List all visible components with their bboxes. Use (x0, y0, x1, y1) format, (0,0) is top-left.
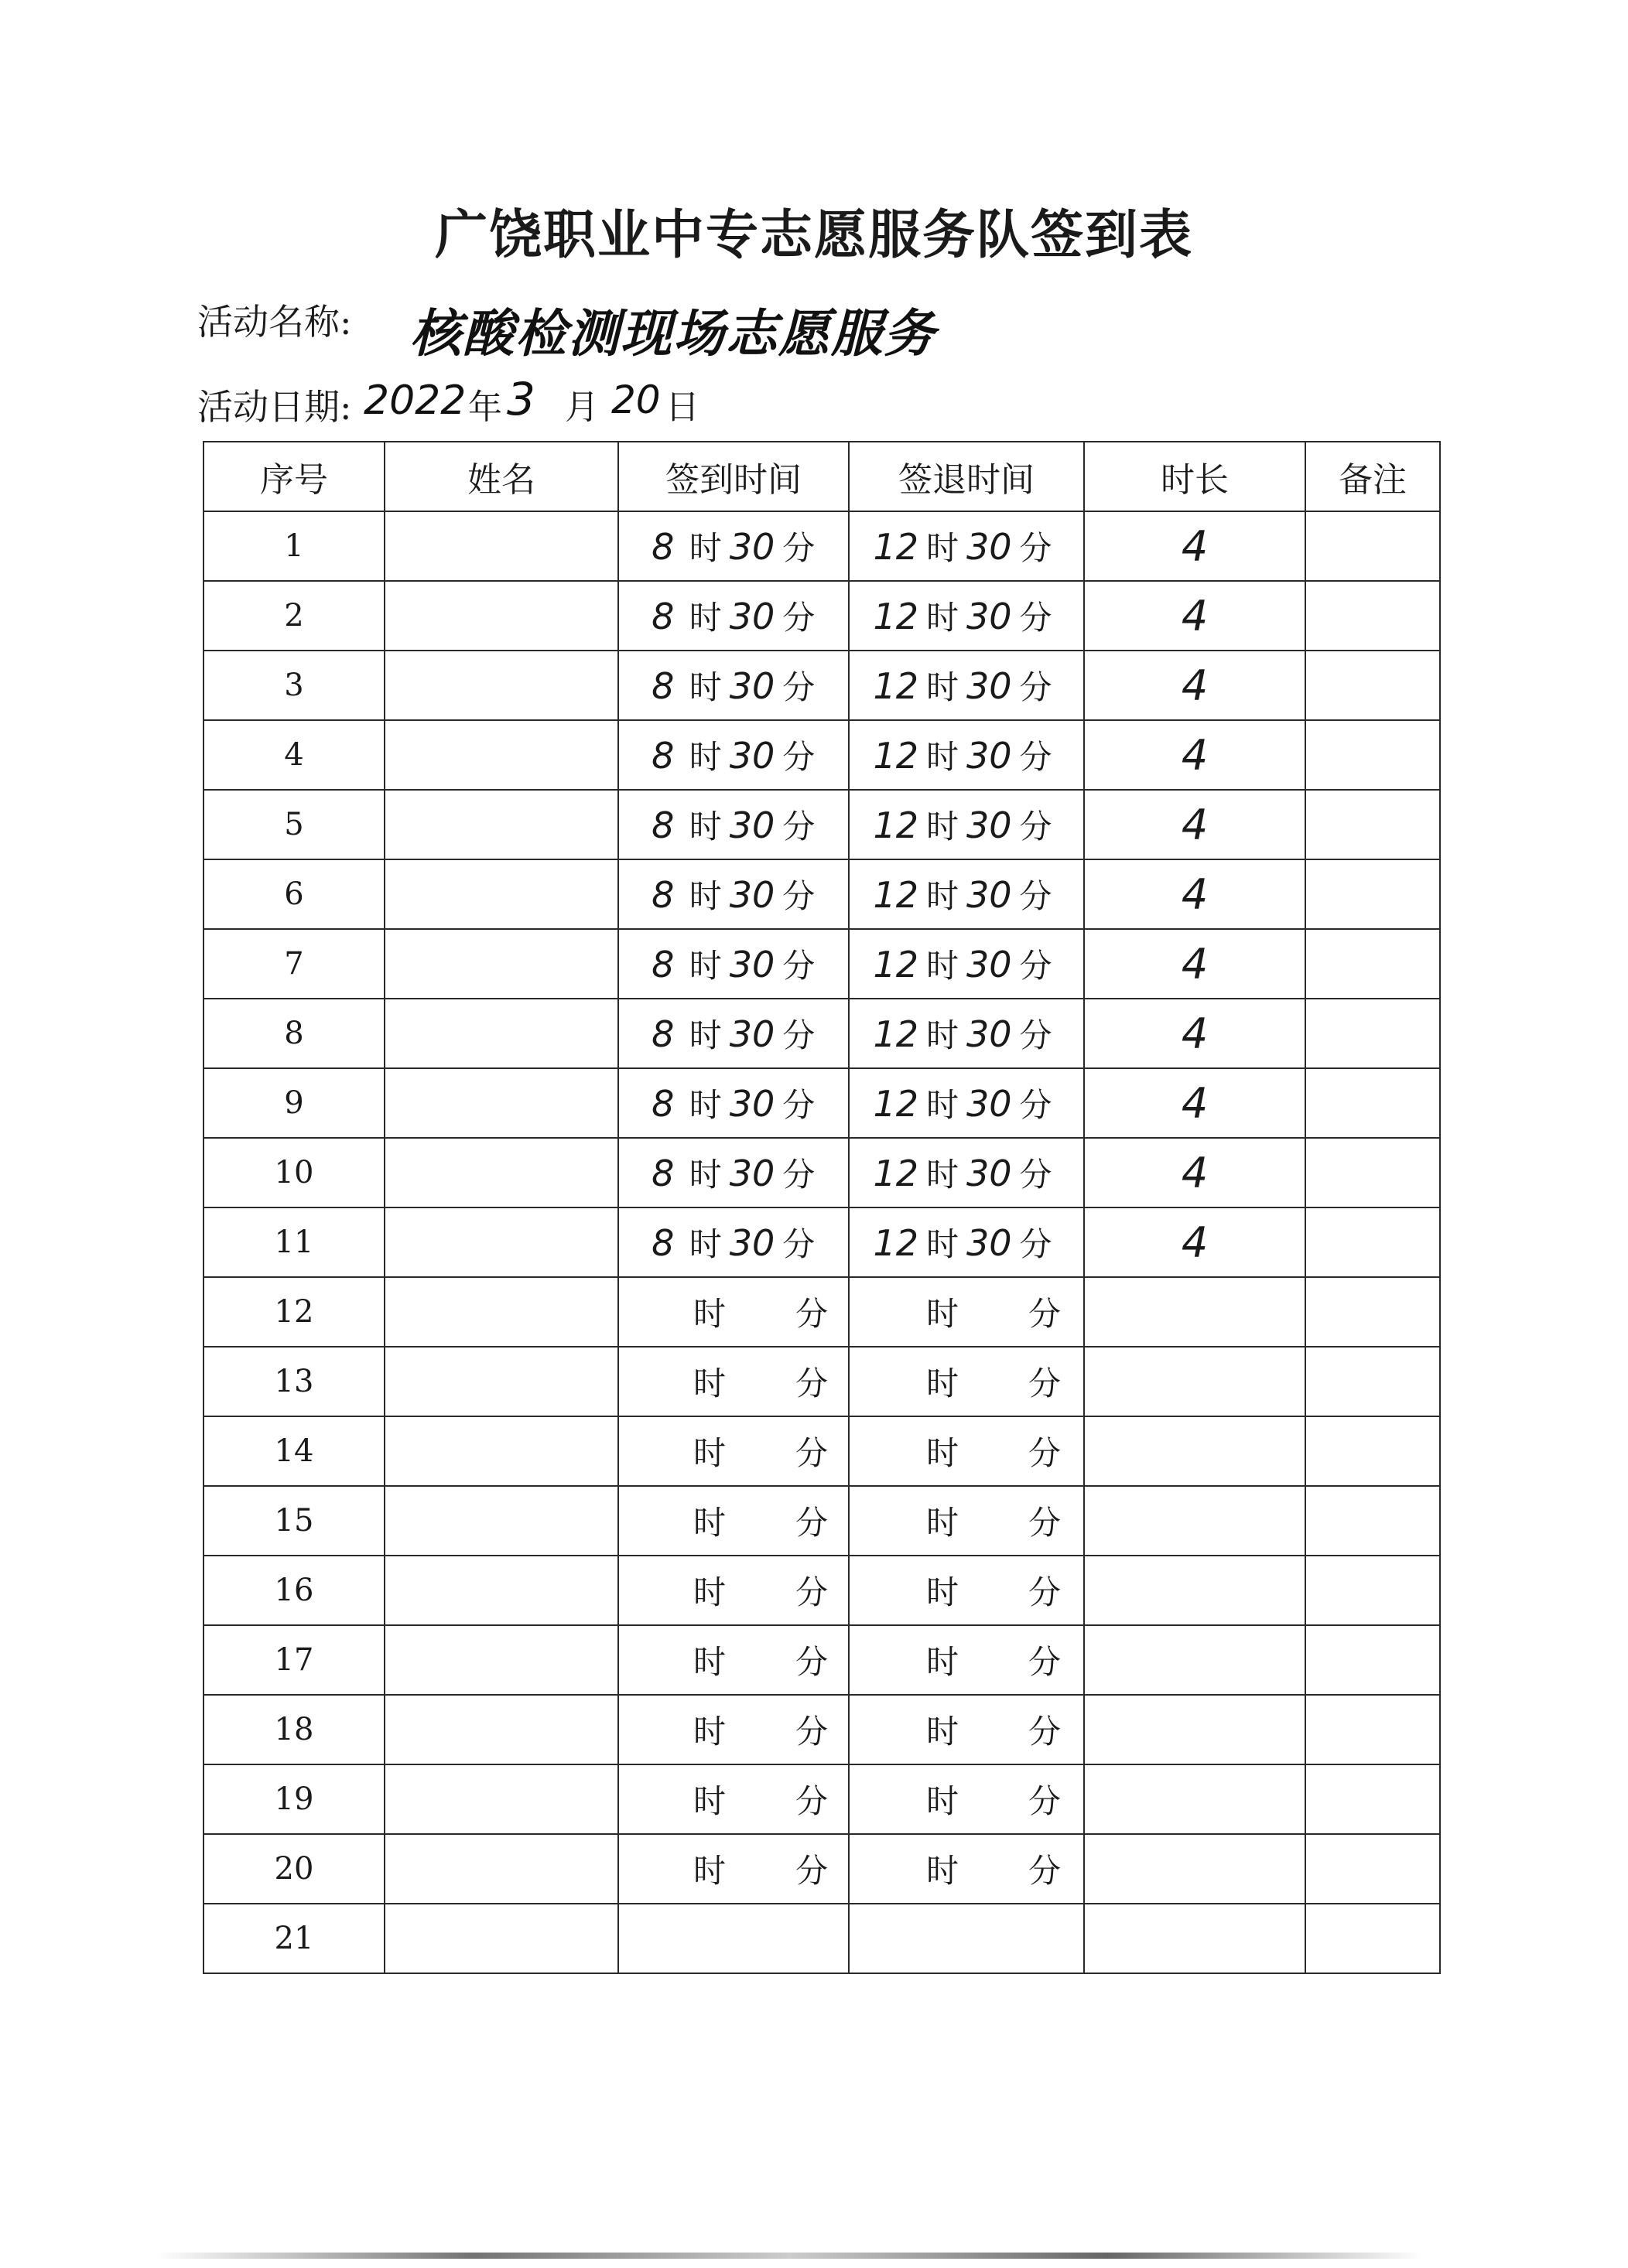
row-sign-in-time (618, 1834, 849, 1904)
row-sign-in-time (618, 1138, 849, 1207)
row-sign-in-time-minute-unit: 分 (795, 1852, 829, 1890)
row-seq: 5 (204, 790, 385, 859)
row-sign-in-time-hour-unit: 时 (693, 1295, 726, 1333)
row-note (1305, 1764, 1440, 1834)
row-sign-out-time-hour-unit: 时 (925, 529, 959, 567)
row-sign-out-time-hour-unit: 时 (925, 1852, 959, 1890)
row-sign-out-time-minute-unit: 分 (1028, 1713, 1062, 1751)
activity-date-day-unit: 日 (665, 388, 699, 427)
row-note (1305, 1277, 1440, 1347)
row-duration (1084, 1625, 1305, 1695)
row-sign-in-time-hour: 8 (652, 665, 675, 707)
row-note (1305, 581, 1440, 651)
row-sign-out-time (849, 1556, 1084, 1625)
row-sign-out-time-minute-unit: 分 (1019, 1225, 1052, 1263)
table-header-row (204, 442, 1440, 511)
row-name (385, 1625, 618, 1695)
row-seq: 21 (204, 1904, 385, 1973)
table-row (204, 720, 1440, 790)
row-seq: 15 (204, 1486, 385, 1556)
sign-in-table (203, 441, 1441, 1974)
row-sign-in-time-hour-unit: 时 (693, 1504, 726, 1542)
row-sign-out-time-hour-unit: 时 (925, 599, 959, 637)
row-sign-out-time-minute-unit: 分 (1019, 877, 1052, 915)
row-sign-out-time-hour-unit: 时 (925, 1643, 959, 1681)
row-sign-in-time-minute-unit: 分 (782, 1156, 816, 1194)
activity-date-month: 3 (507, 373, 535, 425)
header-sign-out-time: 签退时间 (849, 442, 1084, 511)
row-name (385, 1834, 618, 1904)
table-row (204, 999, 1440, 1068)
activity-date-month-unit: 月 (565, 388, 599, 427)
row-sign-in-time-minute-unit: 分 (782, 668, 816, 706)
row-seq: 20 (204, 1834, 385, 1904)
row-sign-out-time-hour: 12 (873, 1083, 918, 1125)
row-seq: 17 (204, 1625, 385, 1695)
row-sign-out-time-minute-unit: 分 (1028, 1434, 1062, 1472)
row-sign-out-time-minute-unit: 分 (1019, 1086, 1052, 1124)
row-sign-out-time-minute-unit: 分 (1019, 1016, 1052, 1054)
row-note (1305, 999, 1440, 1068)
row-name (385, 720, 618, 790)
row-name (385, 581, 618, 651)
row-sign-out-time-minute: 30 (966, 874, 1012, 916)
row-note (1305, 1207, 1440, 1277)
row-sign-out-time-minute: 30 (966, 1083, 1012, 1125)
activity-name-label: 活动名称: (197, 301, 352, 343)
table-row (204, 1695, 1440, 1764)
row-sign-out-time-minute: 30 (966, 735, 1012, 777)
row-sign-in-time-hour-unit: 时 (693, 1573, 726, 1611)
row-sign-out-time-hour: 12 (873, 944, 918, 985)
row-sign-out-time (849, 1277, 1084, 1347)
row-sign-in-time-minute: 30 (729, 526, 775, 568)
row-sign-in-time (618, 1347, 849, 1416)
row-sign-in-time (618, 1556, 849, 1625)
row-sign-in-time-hour-unit: 时 (689, 1225, 722, 1263)
row-sign-in-time (618, 790, 849, 859)
row-sign-out-time-hour-unit: 时 (925, 808, 959, 845)
row-note (1305, 1416, 1440, 1486)
table-row (204, 790, 1440, 859)
row-seq: 2 (204, 581, 385, 651)
row-sign-in-time-minute: 30 (729, 596, 775, 637)
row-duration (1084, 1416, 1305, 1486)
row-sign-in-time (618, 581, 849, 651)
row-sign-out-time-minute-unit: 分 (1028, 1782, 1062, 1820)
row-seq: 7 (204, 929, 385, 999)
table-body (204, 511, 1440, 1973)
row-name (385, 1068, 618, 1138)
row-sign-out-time-hour-unit: 时 (925, 947, 959, 985)
row-sign-out-time (849, 1904, 1084, 1973)
row-sign-in-time-minute-unit: 分 (795, 1713, 829, 1751)
table-row (204, 1486, 1440, 1556)
row-sign-out-time-hour-unit: 时 (925, 1086, 959, 1124)
row-sign-out-time-minute-unit: 分 (1019, 529, 1052, 567)
row-sign-in-time-hour: 8 (652, 596, 675, 637)
row-sign-out-time-minute-unit: 分 (1028, 1295, 1062, 1333)
row-seq: 18 (204, 1695, 385, 1764)
header-name: 姓名 (385, 442, 618, 511)
row-sign-out-time-minute-unit: 分 (1019, 668, 1052, 706)
header-note: 备注 (1305, 442, 1440, 511)
row-duration (1084, 1834, 1305, 1904)
row-note (1305, 651, 1440, 720)
row-sign-out-time (849, 790, 1084, 859)
row-note (1305, 1068, 1440, 1138)
row-sign-in-time (618, 1068, 849, 1138)
row-sign-out-time-minute-unit: 分 (1019, 947, 1052, 985)
row-sign-in-time-hour-unit: 时 (693, 1365, 726, 1402)
row-sign-out-time-hour-unit: 时 (925, 1713, 959, 1751)
row-sign-in-time-hour: 8 (652, 1222, 675, 1264)
row-sign-in-time-hour-unit: 时 (689, 738, 722, 776)
row-sign-out-time-minute: 30 (966, 1222, 1012, 1264)
row-sign-out-time (849, 581, 1084, 651)
row-sign-out-time (849, 651, 1084, 720)
row-sign-out-time-hour-unit: 时 (925, 1573, 959, 1611)
row-sign-in-time-minute-unit: 分 (782, 1016, 816, 1054)
row-sign-in-time-hour: 8 (652, 735, 675, 777)
row-sign-out-time-hour-unit: 时 (925, 1434, 959, 1472)
row-seq: 4 (204, 720, 385, 790)
row-name (385, 1764, 618, 1834)
row-sign-out-time-hour: 12 (873, 665, 918, 707)
row-sign-in-time-hour-unit: 时 (689, 599, 722, 637)
row-sign-in-time-hour: 8 (652, 804, 675, 846)
row-sign-in-time-minute-unit: 分 (795, 1434, 829, 1472)
row-sign-in-time (618, 1277, 849, 1347)
row-sign-out-time-minute-unit: 分 (1028, 1573, 1062, 1611)
row-duration (1084, 1486, 1305, 1556)
row-sign-out-time-hour: 12 (873, 874, 918, 916)
row-sign-out-time (849, 999, 1084, 1068)
row-note (1305, 1904, 1440, 1973)
table-row (204, 859, 1440, 929)
row-duration: 4 (1084, 999, 1305, 1068)
row-sign-out-time-hour-unit: 时 (925, 1782, 959, 1820)
row-sign-in-time (618, 1904, 849, 1973)
row-name (385, 1556, 618, 1625)
row-sign-in-time-minute-unit: 分 (782, 808, 816, 845)
row-sign-in-time-minute-unit: 分 (795, 1643, 829, 1681)
row-sign-out-time-hour-unit: 时 (925, 1365, 959, 1402)
row-sign-out-time-minute: 30 (966, 804, 1012, 846)
row-sign-out-time-hour: 12 (873, 1222, 918, 1264)
table-row (204, 1068, 1440, 1138)
row-duration: 4 (1084, 651, 1305, 720)
row-seq: 14 (204, 1416, 385, 1486)
row-sign-in-time (618, 999, 849, 1068)
row-seq: 11 (204, 1207, 385, 1277)
row-seq: 9 (204, 1068, 385, 1138)
row-note (1305, 1834, 1440, 1904)
row-sign-in-time-minute: 30 (729, 874, 775, 916)
page-title: 广饶职业中专志愿服务队签到表 (434, 205, 1193, 266)
table-row (204, 1834, 1440, 1904)
row-sign-in-time-minute: 30 (729, 1083, 775, 1125)
row-sign-in-time-minute: 30 (729, 1222, 775, 1264)
row-note (1305, 1486, 1440, 1556)
row-seq: 8 (204, 999, 385, 1068)
row-sign-out-time-minute: 30 (966, 1013, 1012, 1055)
row-sign-in-time (618, 1416, 849, 1486)
row-sign-in-time (618, 720, 849, 790)
row-sign-in-time (618, 1207, 849, 1277)
row-sign-out-time-minute: 30 (966, 665, 1012, 707)
row-seq: 3 (204, 651, 385, 720)
row-seq: 1 (204, 511, 385, 581)
header-seq: 序号 (204, 442, 385, 511)
row-name (385, 790, 618, 859)
row-sign-out-time-minute: 30 (966, 526, 1012, 568)
row-sign-in-time-hour-unit: 时 (689, 1156, 722, 1194)
row-sign-out-time (849, 720, 1084, 790)
row-sign-in-time-minute-unit: 分 (795, 1504, 829, 1542)
row-sign-in-time-hour-unit: 时 (693, 1713, 726, 1751)
row-sign-in-time-minute-unit: 分 (782, 529, 816, 567)
row-sign-out-time-hour-unit: 时 (925, 1295, 959, 1333)
table-row (204, 1764, 1440, 1834)
row-seq: 10 (204, 1138, 385, 1207)
row-sign-out-time-minute-unit: 分 (1019, 1156, 1052, 1194)
row-name (385, 1277, 618, 1347)
table-row (204, 651, 1440, 720)
row-sign-out-time-minute-unit: 分 (1028, 1504, 1062, 1542)
row-sign-out-time (849, 1068, 1084, 1138)
row-sign-out-time-minute-unit: 分 (1028, 1852, 1062, 1890)
row-sign-in-time-hour-unit: 时 (689, 808, 722, 845)
row-sign-in-time-minute: 30 (729, 944, 775, 985)
row-sign-in-time-hour: 8 (652, 1083, 675, 1125)
row-note (1305, 1138, 1440, 1207)
row-sign-in-time-hour-unit: 时 (693, 1643, 726, 1681)
row-sign-in-time-minute: 30 (729, 1013, 775, 1055)
scan-edge-shadow (155, 2253, 1424, 2259)
row-sign-in-time-minute-unit: 分 (782, 877, 816, 915)
row-sign-in-time-minute: 30 (729, 665, 775, 707)
row-sign-in-time (618, 859, 849, 929)
row-sign-out-time (849, 1486, 1084, 1556)
row-sign-out-time-minute-unit: 分 (1019, 738, 1052, 776)
row-sign-out-time-hour: 12 (873, 1013, 918, 1055)
row-duration: 4 (1084, 790, 1305, 859)
row-sign-in-time-minute-unit: 分 (782, 1225, 816, 1263)
row-sign-in-time-minute-unit: 分 (782, 738, 816, 776)
row-sign-out-time-minute: 30 (966, 944, 1012, 985)
row-sign-out-time-hour-unit: 时 (925, 1156, 959, 1194)
table-row (204, 1138, 1440, 1207)
table-row (204, 929, 1440, 999)
table-row (204, 511, 1440, 581)
row-sign-in-time-minute-unit: 分 (782, 947, 816, 985)
row-sign-in-time-hour-unit: 时 (689, 947, 722, 985)
row-sign-out-time (849, 1834, 1084, 1904)
row-sign-out-time (849, 859, 1084, 929)
row-note (1305, 929, 1440, 999)
row-sign-out-time (849, 1625, 1084, 1695)
row-sign-out-time-hour: 12 (873, 735, 918, 777)
row-sign-out-time-hour-unit: 时 (925, 1016, 959, 1054)
row-name (385, 929, 618, 999)
row-sign-in-time-hour-unit: 时 (689, 877, 722, 915)
header-sign-in-time: 签到时间 (618, 442, 849, 511)
row-name (385, 1416, 618, 1486)
row-duration (1084, 1347, 1305, 1416)
row-sign-in-time-minute-unit: 分 (795, 1365, 829, 1402)
row-sign-out-time-hour: 12 (873, 526, 918, 568)
row-sign-in-time-hour: 8 (652, 944, 675, 985)
row-duration: 4 (1084, 1068, 1305, 1138)
row-sign-in-time (618, 1625, 849, 1695)
row-sign-out-time (849, 929, 1084, 999)
row-sign-in-time-minute: 30 (729, 1153, 775, 1194)
row-sign-in-time (618, 511, 849, 581)
row-name (385, 651, 618, 720)
row-seq: 6 (204, 859, 385, 929)
row-note (1305, 859, 1440, 929)
row-sign-out-time (849, 1416, 1084, 1486)
table-row (204, 1207, 1440, 1277)
row-note (1305, 1556, 1440, 1625)
row-sign-in-time-minute-unit: 分 (795, 1782, 829, 1820)
row-sign-in-time-hour: 8 (652, 526, 675, 568)
row-sign-out-time-hour: 12 (873, 596, 918, 637)
table-row (204, 1347, 1440, 1416)
row-sign-in-time-minute-unit: 分 (782, 1086, 816, 1124)
row-sign-out-time-hour: 12 (873, 804, 918, 846)
row-seq: 16 (204, 1556, 385, 1625)
activity-date-day: 20 (611, 377, 661, 422)
row-note (1305, 1347, 1440, 1416)
row-sign-out-time-hour-unit: 时 (925, 738, 959, 776)
row-duration: 4 (1084, 1138, 1305, 1207)
row-sign-out-time (849, 1207, 1084, 1277)
row-name (385, 1347, 618, 1416)
row-sign-in-time-hour-unit: 时 (689, 529, 722, 567)
row-note (1305, 720, 1440, 790)
row-name (385, 1486, 618, 1556)
row-duration (1084, 1764, 1305, 1834)
row-seq: 19 (204, 1764, 385, 1834)
row-sign-in-time-hour-unit: 时 (693, 1852, 726, 1890)
row-duration (1084, 1556, 1305, 1625)
row-sign-out-time (849, 1138, 1084, 1207)
activity-date-label: 活动日期: (197, 386, 352, 428)
row-sign-out-time-minute-unit: 分 (1019, 808, 1052, 845)
row-sign-out-time (849, 1764, 1084, 1834)
row-note (1305, 790, 1440, 859)
row-sign-in-time-minute: 30 (729, 804, 775, 846)
row-name (385, 999, 618, 1068)
row-sign-out-time-hour-unit: 时 (925, 668, 959, 706)
row-sign-out-time-minute-unit: 分 (1028, 1643, 1062, 1681)
row-sign-in-time-hour-unit: 时 (693, 1434, 726, 1472)
row-duration: 4 (1084, 511, 1305, 581)
row-sign-in-time (618, 1486, 849, 1556)
row-sign-in-time-minute: 30 (729, 735, 775, 777)
row-seq: 13 (204, 1347, 385, 1416)
row-sign-in-time-minute-unit: 分 (782, 599, 816, 637)
row-duration (1084, 1695, 1305, 1764)
row-sign-out-time (849, 1695, 1084, 1764)
row-seq: 12 (204, 1277, 385, 1347)
row-sign-in-time-hour-unit: 时 (689, 668, 722, 706)
row-sign-in-time (618, 929, 849, 999)
row-sign-in-time-minute-unit: 分 (795, 1573, 829, 1611)
row-sign-out-time-hour: 12 (873, 1153, 918, 1194)
row-duration: 4 (1084, 859, 1305, 929)
row-sign-in-time-hour-unit: 时 (689, 1016, 722, 1054)
row-sign-out-time (849, 1347, 1084, 1416)
row-sign-in-time-hour: 8 (652, 874, 675, 916)
table-row (204, 1904, 1440, 1973)
header-duration: 时长 (1084, 442, 1305, 511)
activity-date-year-unit: 年 (468, 388, 502, 427)
row-name (385, 859, 618, 929)
table-row (204, 1556, 1440, 1625)
row-sign-out-time (849, 511, 1084, 581)
activity-name-value: 核酸检测现场志愿服务 (410, 304, 936, 364)
row-note (1305, 511, 1440, 581)
row-name (385, 1207, 618, 1277)
row-duration: 4 (1084, 1207, 1305, 1277)
row-name (385, 1138, 618, 1207)
row-duration: 4 (1084, 720, 1305, 790)
row-name (385, 1695, 618, 1764)
row-sign-out-time-minute-unit: 分 (1019, 599, 1052, 637)
row-duration (1084, 1277, 1305, 1347)
row-sign-in-time-hour: 8 (652, 1013, 675, 1055)
activity-date-year: 2022 (364, 377, 467, 424)
row-sign-in-time (618, 1695, 849, 1764)
row-sign-in-time (618, 1764, 849, 1834)
table-row (204, 1625, 1440, 1695)
row-name (385, 511, 618, 581)
row-sign-out-time-hour-unit: 时 (925, 1504, 959, 1542)
row-duration: 4 (1084, 581, 1305, 651)
row-sign-in-time-hour: 8 (652, 1153, 675, 1194)
row-note (1305, 1695, 1440, 1764)
row-name (385, 1904, 618, 1973)
row-duration: 4 (1084, 929, 1305, 999)
row-sign-out-time-minute: 30 (966, 1153, 1012, 1194)
row-sign-out-time-hour-unit: 时 (925, 1225, 959, 1263)
table-row (204, 1277, 1440, 1347)
row-sign-in-time (618, 651, 849, 720)
row-duration (1084, 1904, 1305, 1973)
row-sign-in-time-hour-unit: 时 (689, 1086, 722, 1124)
row-sign-out-time-minute: 30 (966, 596, 1012, 637)
row-sign-in-time-hour-unit: 时 (693, 1782, 726, 1820)
row-sign-out-time-minute-unit: 分 (1028, 1365, 1062, 1402)
table-row (204, 1416, 1440, 1486)
table-row (204, 581, 1440, 651)
row-sign-out-time-hour-unit: 时 (925, 877, 959, 915)
row-sign-in-time-minute-unit: 分 (795, 1295, 829, 1333)
row-note (1305, 1625, 1440, 1695)
